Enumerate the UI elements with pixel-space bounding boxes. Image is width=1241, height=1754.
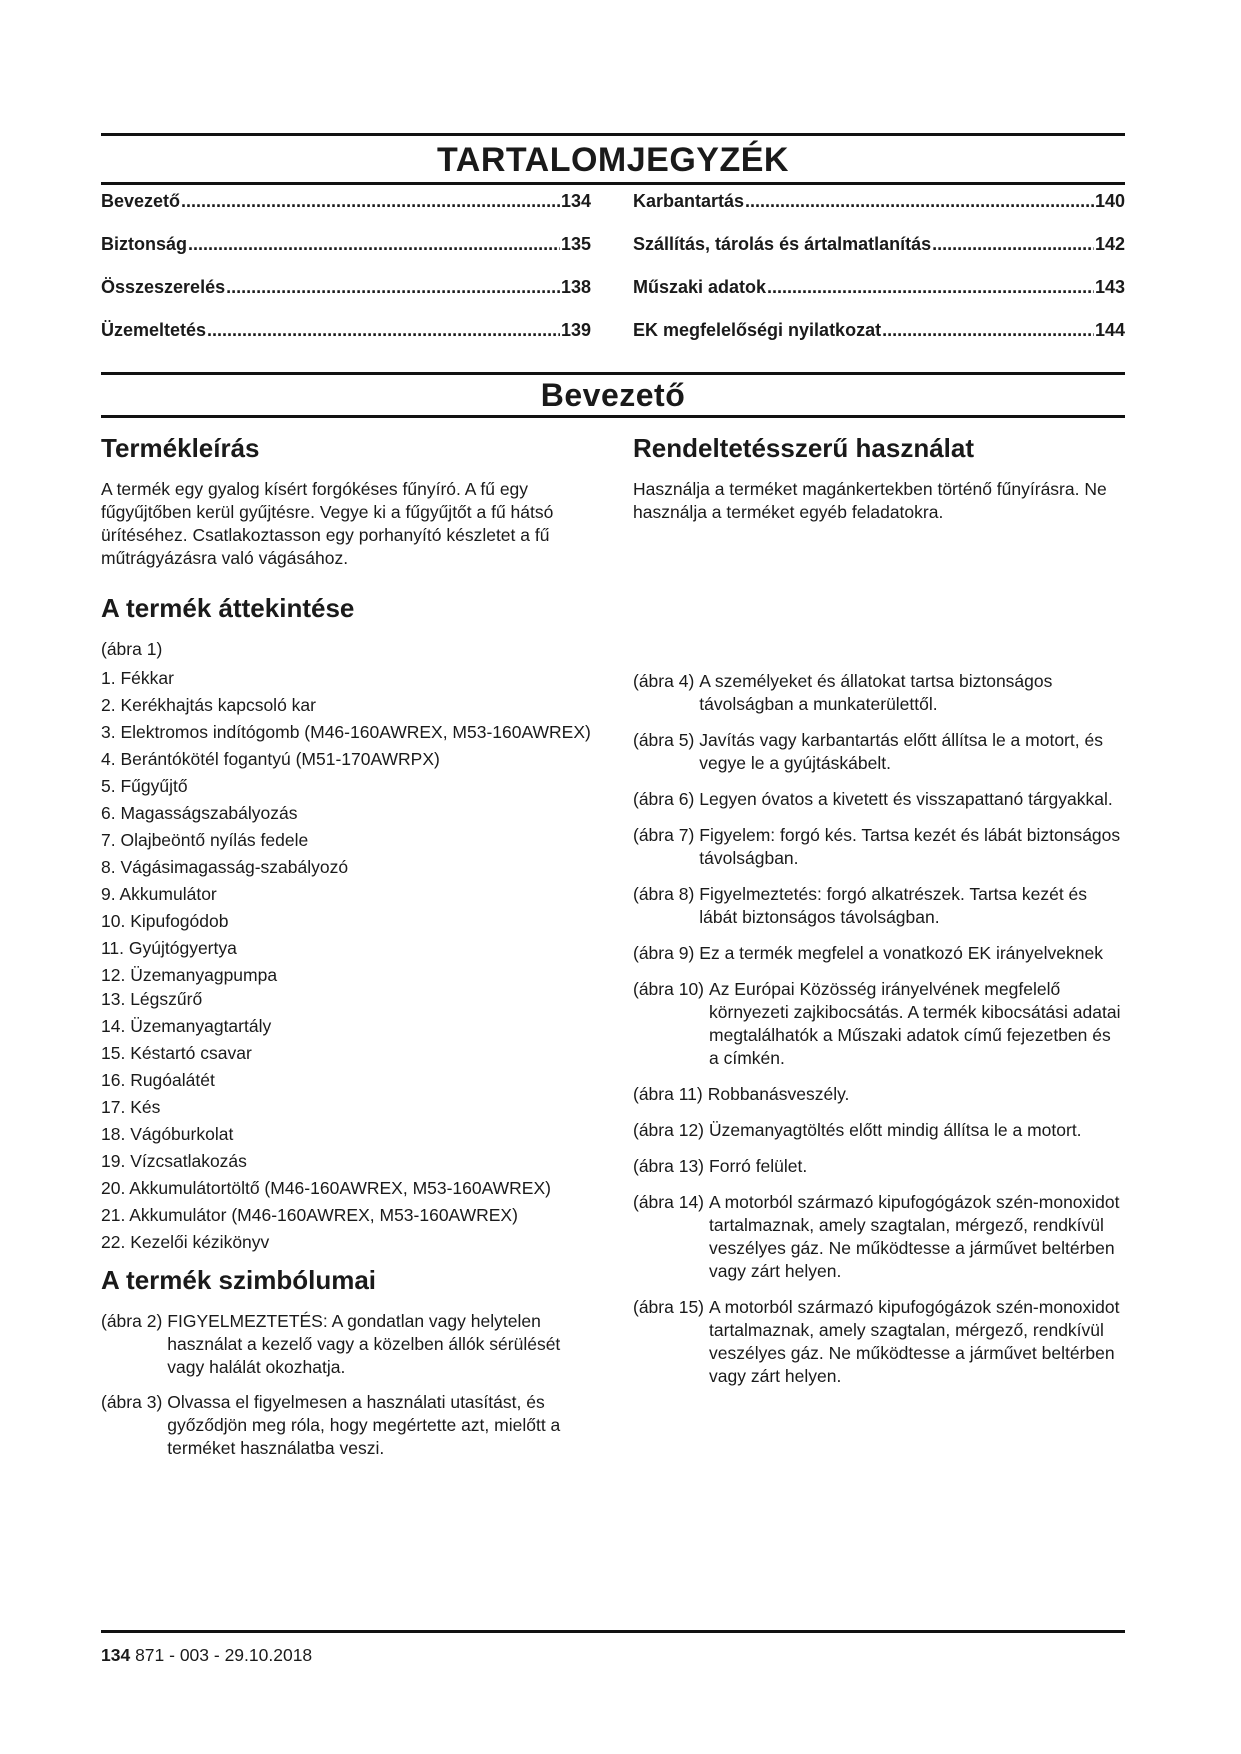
list-item: 21. Akkumulátor (M46-160AWREX, M53-160AWREX): [101, 1205, 518, 1225]
list-item: 15. Késtartó csavar: [101, 1043, 252, 1063]
toc-entry[interactable]: Biztonság ..... 135: [101, 234, 591, 277]
overview-heading: A termék áttekintése: [101, 593, 355, 623]
symbol-ref: (ábra 13): [633, 1156, 705, 1176]
list-item: 11. Gyújtógyertya: [101, 938, 237, 958]
symbol-text: A motorból származó kipufogógázok szén-monoxidot tartalmaznak, amely szagtalan, mérgező, rendkívül veszélyes gáz. Ne működtesse a járművet beltérben vagy zárt helyen.: [709, 1192, 1120, 1281]
toc-entry[interactable]: Műszaki adatok ..... 143: [633, 277, 1125, 320]
symbol-entry: [633, 824, 1125, 870]
list-item: 3. Elektromos indítógomb (M46-160AWREX, M53-160AWREX): [101, 722, 591, 742]
list-item: 8. Vágásimagasság-szabályozó: [101, 857, 349, 877]
toc-entry[interactable]: Bevezető ..... 134: [101, 191, 591, 234]
toc-entry[interactable]: EK megfelelőségi nyilatkozat ..... 144: [633, 320, 1125, 363]
symbol-ref: (ábra 11): [633, 1084, 703, 1104]
doc-info: 871 - 003 - 29.10.2018: [135, 1645, 313, 1665]
right-column: [633, 430, 1125, 1386]
list-item: 13. Légszűrő: [101, 989, 203, 1009]
symbol-text: Olvassa el figyelmesen a használati utasítást, és győződjön meg róla, hogy megértette azt, mielőtt a terméket használatba veszi.: [167, 1392, 561, 1458]
left-column: [101, 430, 591, 1460]
list-item: 1. Fékkar: [101, 668, 174, 688]
overview-figure-ref: (ábra 1): [101, 639, 163, 659]
symbol-entry: [633, 883, 1125, 929]
symbol-entry: [633, 729, 1125, 775]
symbol-ref: (ábra 3): [101, 1392, 163, 1412]
toc-entry[interactable]: Szállítás, tárolás és ártalmatlanítás ..... 142: [633, 234, 1125, 277]
symbol-ref: (ábra 6): [633, 789, 695, 809]
footer-rule: [101, 1630, 1125, 1633]
list-item: 4. Berántókötél fogantyú (M51-170AWRPX): [101, 749, 440, 769]
symbol-text: Javítás vagy karbantartás előtt állítsa le a motort, és vegye le a gyújtáskábelt.: [699, 730, 1103, 773]
list-item: 19. Vízcsatlakozás: [101, 1151, 247, 1171]
toc-title: TARTALOMJEGYZÉK: [437, 141, 789, 179]
symbols-right-list: [633, 670, 1125, 1388]
list-item: 9. Akkumulátor: [101, 884, 217, 904]
symbols-left-list: [101, 1310, 591, 1460]
list-item: 2. Kerékhajtás kapcsoló kar: [101, 695, 316, 715]
symbol-text: Legyen óvatos a kivetett és visszapattanó tárgyakkal.: [699, 789, 1113, 809]
symbol-entry: [633, 1191, 1125, 1283]
symbol-ref: (ábra 7): [633, 825, 695, 845]
symbols-heading: A termék szimbólumai: [101, 1265, 377, 1295]
toc-bottom-rule: [101, 182, 1125, 185]
symbol-ref: (ábra 9): [633, 943, 695, 963]
toc-left-column: [101, 191, 591, 363]
symbol-text: Figyelem: forgó kés. Tartsa kezét és lábát biztonságos távolságban.: [699, 825, 1121, 868]
toc-entry[interactable]: Összeszerelés ..... 138: [101, 277, 591, 320]
list-item: 12. Üzemanyagpumpa: [101, 965, 278, 985]
symbol-text: FIGYELMEZTETÉS: A gondatlan vagy helytelen használat a kezelő vagy a közelben állók sérülését vagy halálát okozhatja.: [167, 1311, 561, 1377]
symbol-text: A motorból származó kipufogógázok szén-monoxidot tartalmaznak, amely szagtalan, mérgező, rendkívül veszélyes gáz. Ne működtesse a járművet beltérben vagy zárt helyen.: [709, 1297, 1120, 1386]
intended-use-text: Használja a terméket magánkertekben történő fűnyírásra. Ne használja a terméket egyéb feladatokra.: [633, 479, 1107, 522]
symbol-text: Üzemanyagtöltés előtt mindig állítsa le a motort.: [709, 1120, 1082, 1140]
symbol-text: Forró felület.: [709, 1156, 808, 1176]
intended-use-heading: Rendeltetésszerű használat: [633, 433, 975, 463]
symbol-ref: (ábra 8): [633, 884, 695, 904]
page-footer: [101, 1645, 312, 1666]
section-bottom-rule: [101, 415, 1125, 418]
list-item: 14. Üzemanyagtartály: [101, 1016, 272, 1036]
symbol-ref: (ábra 15): [633, 1297, 705, 1317]
symbol-text: Figyelmeztetés: forgó alkatrészek. Tartsa kezét és lábát biztonságos távolságban.: [699, 884, 1088, 927]
symbol-ref: (ábra 4): [633, 671, 695, 691]
product-description-heading: Termékleírás: [101, 433, 260, 463]
toc-right-column: [633, 191, 1125, 363]
overview-list: [101, 667, 591, 1254]
symbol-entry: [633, 1296, 1125, 1388]
document-page: [101, 0, 1125, 1754]
symbol-entry: [633, 1119, 1125, 1142]
list-item: 18. Vágóburkolat: [101, 1124, 234, 1144]
list-item: 10. Kipufogódob: [101, 911, 229, 931]
symbol-entry: [633, 1155, 1125, 1178]
symbol-entry: [633, 978, 1125, 1070]
toc-entry[interactable]: Üzemeltetés ..... 139: [101, 320, 591, 363]
symbol-ref: (ábra 2): [101, 1311, 163, 1331]
list-item: 5. Fűgyűjtő: [101, 776, 188, 796]
symbol-text: Ez a termék megfelel a vonatkozó EK irányelveknek: [699, 943, 1103, 963]
product-description-text: A termék egy gyalog kísért forgókéses fűnyíró. A fű egy fűgyűjtőben kerül gyűjtésre. Vegye ki a fűgyűjtőt a fű hátsó ürítéséhez. Csatlakoztasson egy porhanyító készletet a fű műtrágyázásra való vágásához.: [101, 479, 554, 568]
symbol-ref: (ábra 10): [633, 979, 705, 999]
symbol-ref: (ábra 5): [633, 730, 695, 750]
list-item: 20. Akkumulátortöltő (M46-160AWREX, M53-160AWREX): [101, 1178, 551, 1198]
list-item: 17. Kés: [101, 1097, 161, 1117]
symbol-entry: [633, 1083, 1125, 1106]
symbol-text: Robbanásveszély.: [707, 1084, 850, 1104]
list-item: 6. Magasságszabályozás: [101, 803, 298, 823]
page-number: 134: [101, 1645, 131, 1665]
list-item: 7. Olajbeöntő nyílás fedele: [101, 830, 309, 850]
list-item: 22. Kezelői kézikönyv: [101, 1232, 270, 1252]
symbol-entry: [633, 942, 1125, 965]
symbol-ref: (ábra 12): [633, 1120, 705, 1140]
symbol-entry: [633, 670, 1125, 716]
symbol-entry: [633, 788, 1125, 811]
symbol-entry: [101, 1310, 591, 1379]
symbol-text: Az Európai Közösség irányelvének megfelelő környezeti zajkibocsátás. A termék kibocsátási adatai megtalálhatók a Műszaki adatok című fejezetben és a címkén.: [709, 979, 1121, 1068]
toc-top-rule: [101, 133, 1125, 136]
symbol-text: A személyeket és állatokat tartsa biztonságos távolságban a munkaterülettől.: [699, 671, 1053, 714]
list-item: 16. Rugóalátét: [101, 1070, 215, 1090]
symbol-ref: (ábra 14): [633, 1192, 705, 1212]
symbol-entry: [101, 1391, 591, 1460]
section-top-rule: [101, 372, 1125, 375]
toc-entry[interactable]: Karbantartás ..... 140: [633, 191, 1125, 234]
section-title: Bevezető: [540, 377, 686, 413]
